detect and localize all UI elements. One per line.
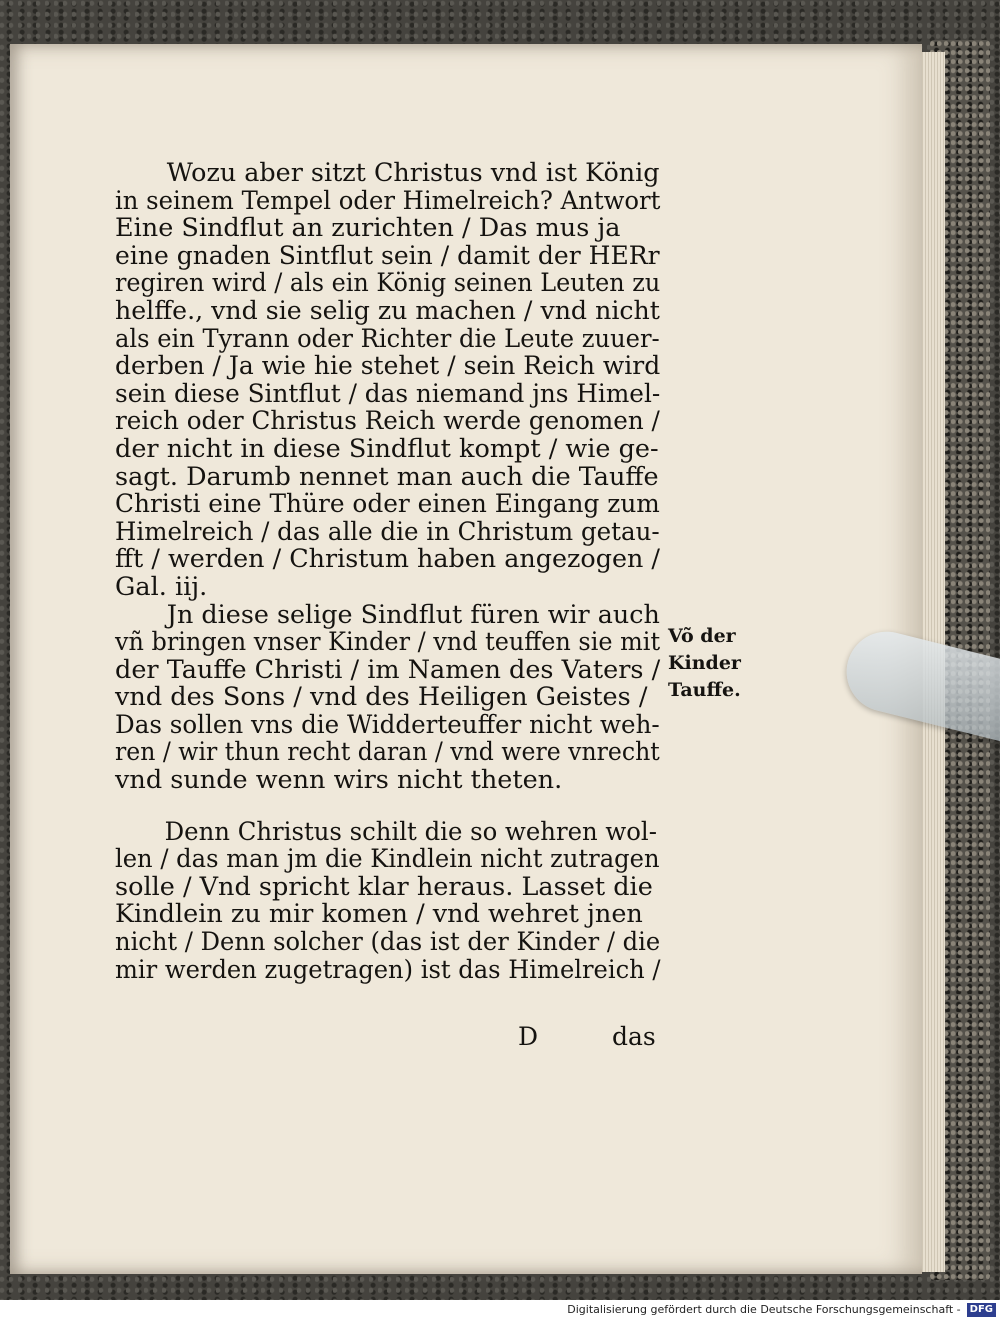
text-line: Jn diese selige Sindflut füren wir auch <box>166 599 660 630</box>
text-line: in seinem Tempel oder Himelreich? Antwort <box>115 185 661 216</box>
text-line: Kindlein zu mir komen / vnd wehret jnen <box>115 899 643 930</box>
text-line: ren / wir thun recht daran / vnd were vnrecht <box>115 737 660 768</box>
signature-mark: D <box>518 1022 539 1051</box>
text-line: len / das man jm die Kindlein nicht zutragen <box>115 844 660 875</box>
text-line: Wozu aber sitzt Christus vnd ist König <box>166 158 660 188</box>
footer-bar <box>0 1300 1000 1320</box>
text-line: reich oder Christus Reich werde genomen / <box>115 406 660 437</box>
text-line: sein diese Sintflut / das niemand jns Himel- <box>115 378 661 409</box>
text-line: mir werden zugetragen) ist das Himelreich / <box>115 954 661 985</box>
text-line: vnd sunde wenn wirs nicht theten. <box>115 765 563 796</box>
marginal-note <box>668 623 758 704</box>
text-line: nicht / Denn solcher (das ist der Kinder / die <box>115 927 661 958</box>
catchword: das <box>612 1022 656 1051</box>
text-line: fft / werden / Christum haben angezogen / <box>115 544 660 575</box>
text-line: Das sollen vns die Widderteuffer nicht weh- <box>115 709 660 740</box>
text-line: Gal. iij. <box>115 571 208 602</box>
text-line: derben / Ja wie hie stehet / sein Reich wird <box>115 351 661 382</box>
text-line: regiren wird / als ein König seinen Leuten zu <box>115 268 661 299</box>
marginal-note-line: Tauffe. <box>668 679 741 701</box>
text-line: eine gnaden Sintflut sein / damit der HERr <box>115 240 660 271</box>
text-line: Christi eine Thüre oder einen Eingang zum <box>115 489 660 520</box>
marginal-note-line: Võ der <box>668 625 736 647</box>
text-line: helffe., vnd sie selig zu machen / vnd nicht <box>115 295 660 326</box>
footer-credit: Digitalisierung gefördert durch die Deutsche Forschungsgemeinschaft - <box>567 1303 961 1316</box>
text-line: Denn Christus schilt die so wehren wol- <box>164 816 657 847</box>
text-line: Himelreich / das alle die in Christum getau- <box>115 516 660 547</box>
text-line: vnd des Sons / vnd des Heiligen Geistes / <box>115 682 648 713</box>
text-line: als ein Tyrann oder Richter die Leute zuuer- <box>115 323 660 354</box>
main-text-block <box>115 160 660 984</box>
text-line: vñ bringen vnser Kinder / vnd teuffen sie mit <box>115 627 661 658</box>
text-line: der Tauffe Christi / im Namen des Vaters / <box>115 654 661 685</box>
dfg-logo-icon: DFG <box>967 1303 996 1317</box>
marginal-note-line: Kinder <box>668 652 741 674</box>
text-line: sagt. Darumb nennet man auch die Tauffe <box>115 461 659 492</box>
text-line: Eine Sindflut an zurichten / Das mus ja <box>115 213 621 244</box>
text-line: der nicht in diese Sindflut kompt / wie ge- <box>115 433 659 464</box>
paragraph-gap <box>115 795 660 819</box>
text-line: solle / Vnd spricht klar heraus. Lasset die <box>115 871 653 902</box>
